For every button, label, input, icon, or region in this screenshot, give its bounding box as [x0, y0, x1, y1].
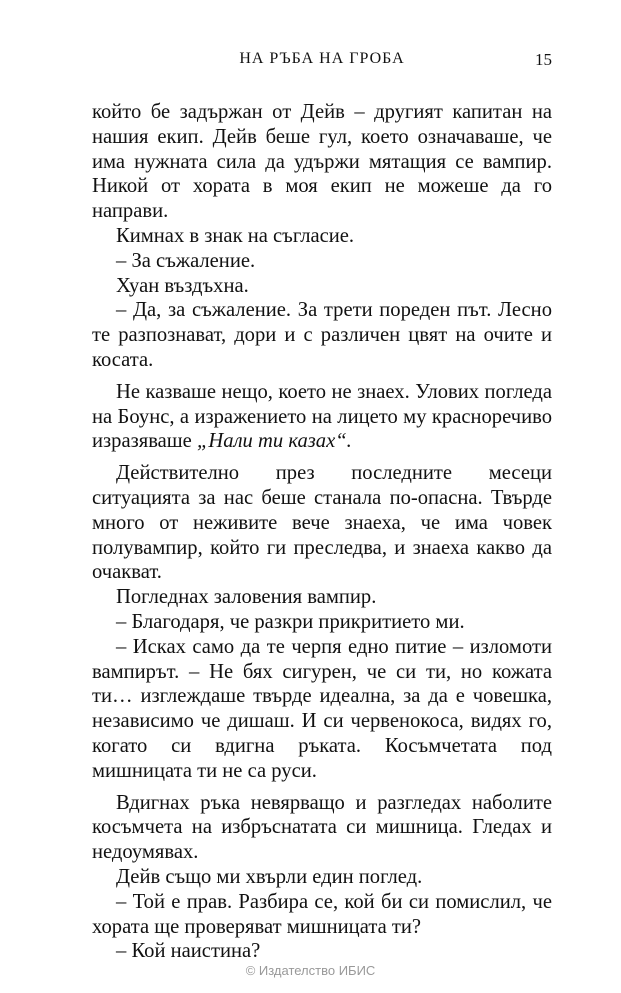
copyright-watermark: © Издателство ИБИС — [245, 963, 376, 978]
paragraph: Хуан въздъхна. — [116, 274, 249, 297]
paragraph: който бе задържан от Дейв – другият капитан на нашия екип. Дейв беше гул, което означаваше, че има нужната сила да удържи мятащия се вампир. Никой от хората в моя екип не можеше да го направи. — [92, 101, 552, 223]
paragraph: Дейв също ми хвърли един поглед. — [116, 865, 423, 888]
paragraph: Кимнах в знак на съгласие. — [116, 224, 355, 247]
paragraph: – Кой наистина? — [116, 940, 261, 963]
page-header — [92, 50, 552, 76]
paragraph: Вдигнах ръка невярващо и разгледах наболите косъмчета на избръснатата си мишница. Гледах и недоумявах. — [92, 791, 552, 864]
paragraph-text: Не казваше нещо, което не знаех. Улових погледа на Боунс, а изражението на лицето му красноречиво изразяваше — [92, 380, 552, 453]
paragraph — [92, 380, 552, 454]
page-number: 15 — [535, 50, 552, 69]
paragraph: – Той е прав. Разбира се, кой би си помислил, че хората ще проверяват мишницата ти? — [92, 890, 552, 938]
paragraph: Действително през последните месеци ситуацията за нас беше станала по-опасна. Твърде много от неживите вече знаеха, че има човек полувампир, който ги преследва, и знаеха какво да очакват. — [92, 462, 552, 584]
paragraph: – За съжаление. — [116, 249, 256, 272]
paragraph: – Благодаря, че разкри прикритието ми. — [116, 610, 465, 633]
body-text — [92, 100, 552, 964]
italic-quote: „Нали ти казах“. — [196, 430, 352, 453]
running-title: НА РЪБА НА ГРОБА — [239, 50, 405, 67]
paragraph: Погледнах заловения вампир. — [116, 586, 377, 609]
paragraph: – Да, за съжаление. За трети пореден път. Лесно те разпознават, дори и с различен цвят на очите и косата. — [92, 299, 552, 371]
paragraph: – Исках само да те черпя едно питие – изломоти вампирът. – Не бях сигурен, че си ти, но кожата ти… изглеждаше твърде идеална, за да е човешка, независимо че дишаш. И си червенокоса, видях го, когато си вдигна ръката. Косъмчетата под мишницата ти не са руси. — [92, 635, 552, 782]
